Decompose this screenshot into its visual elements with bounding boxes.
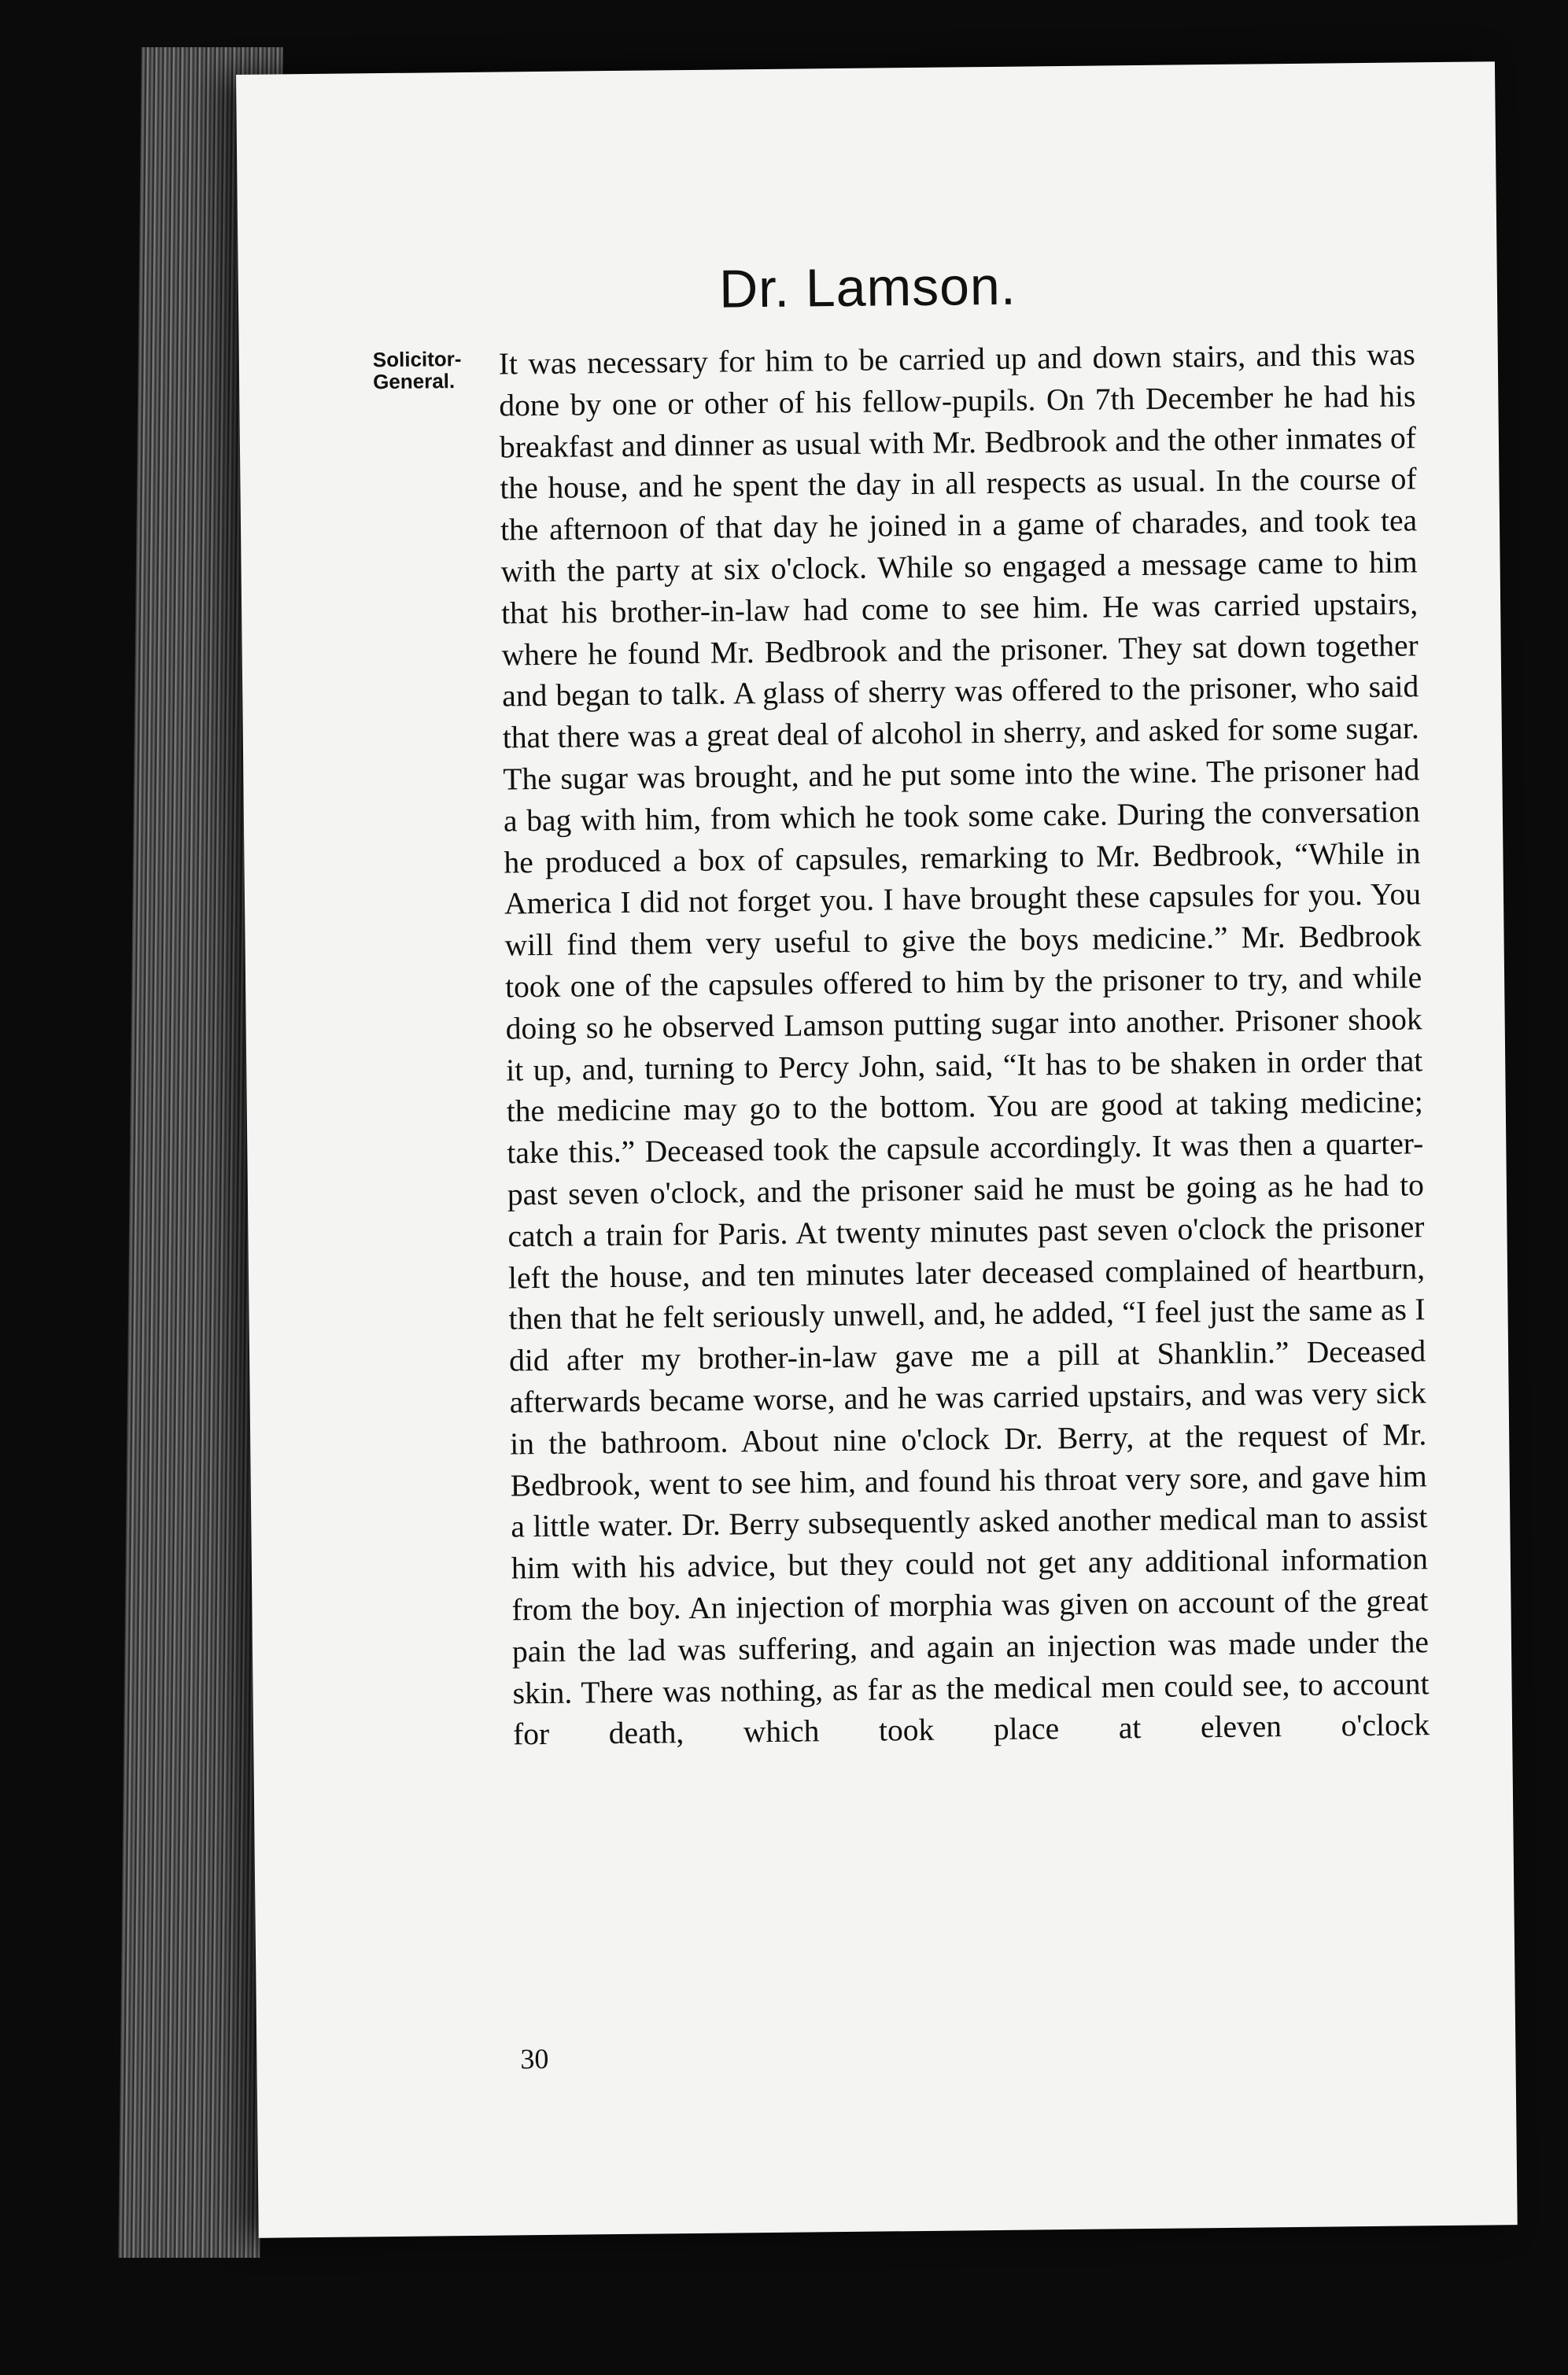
book-page: [236, 61, 1518, 2238]
running-head: Dr. Lamson.: [718, 256, 1017, 319]
body-paragraph: It was necessary for him to be carried up and down stairs, and this was done by one or other of his fellow-pupils. On 7th December he had his breakfast and dinner as usual with Mr. Bedbrook and the other inmates of the house, and he spent the day in all respects as usual. In the course of the afternoon of that day he joined in a game of charades, and took tea with the party at six o'clock. While so engaged a message came to him that his brother-in-law had come to see him. He was carried upstairs, where he found Mr. Bedbrook and the prisoner. They sat down together and began to talk. A glass of sherry was offered to the prisoner, who said that there was a great deal of alcohol in sherry, and asked for some sugar. The sugar was brought, and he put some into the wine. The prisoner had a bag with him, from which he took some cake. During the conversation he produced a box of capsules, remarking to Mr. Bedbrook, “While in America I did not forget you. I have brought these capsules for you. You will find them very useful to give the boys medicine.” Mr. Bedbrook took one of the capsules offered to him by the prisoner to try, and while doing so he observed Lamson putting sugar into another. Prisoner shook it up, and, turning to Percy John, said, “It has to be shaken in order that the medicine may go to the bottom. You are good at taking medicine; take this.” Deceased took the capsule accordingly. It was then a quarter-past seven o'clock, and the prisoner said he must be going as he had to catch a train for Paris. At twenty minutes past seven o'clock the prisoner left the house, and ten minutes later deceased complained of heartburn, then that he felt seriously unwell, and, he added, “I feel just the same as I did after my brother-in-law gave me a pill at Shanklin.” Deceased afterwards became worse, and he was carried upstairs, and was very sick in the bathroom. About nine o'clock Dr. Berry, at the request of Mr. Bedbrook, went to see him, and found his throat very sore, and gave him a little water. Dr. Berry subsequently asked another medical man to assist him with his advice, but they could not get any additional information from the boy. An injection of morphia was given on account of the great pain the lad was suffering, and again an injection was made under the skin. There was nothing, as far as the medical men could see, to account for death, which took place at eleven o'clock: [498, 337, 1430, 1752]
marginal-note: Solicitor-General.: [372, 347, 462, 394]
page-number: 30: [520, 2042, 549, 2075]
